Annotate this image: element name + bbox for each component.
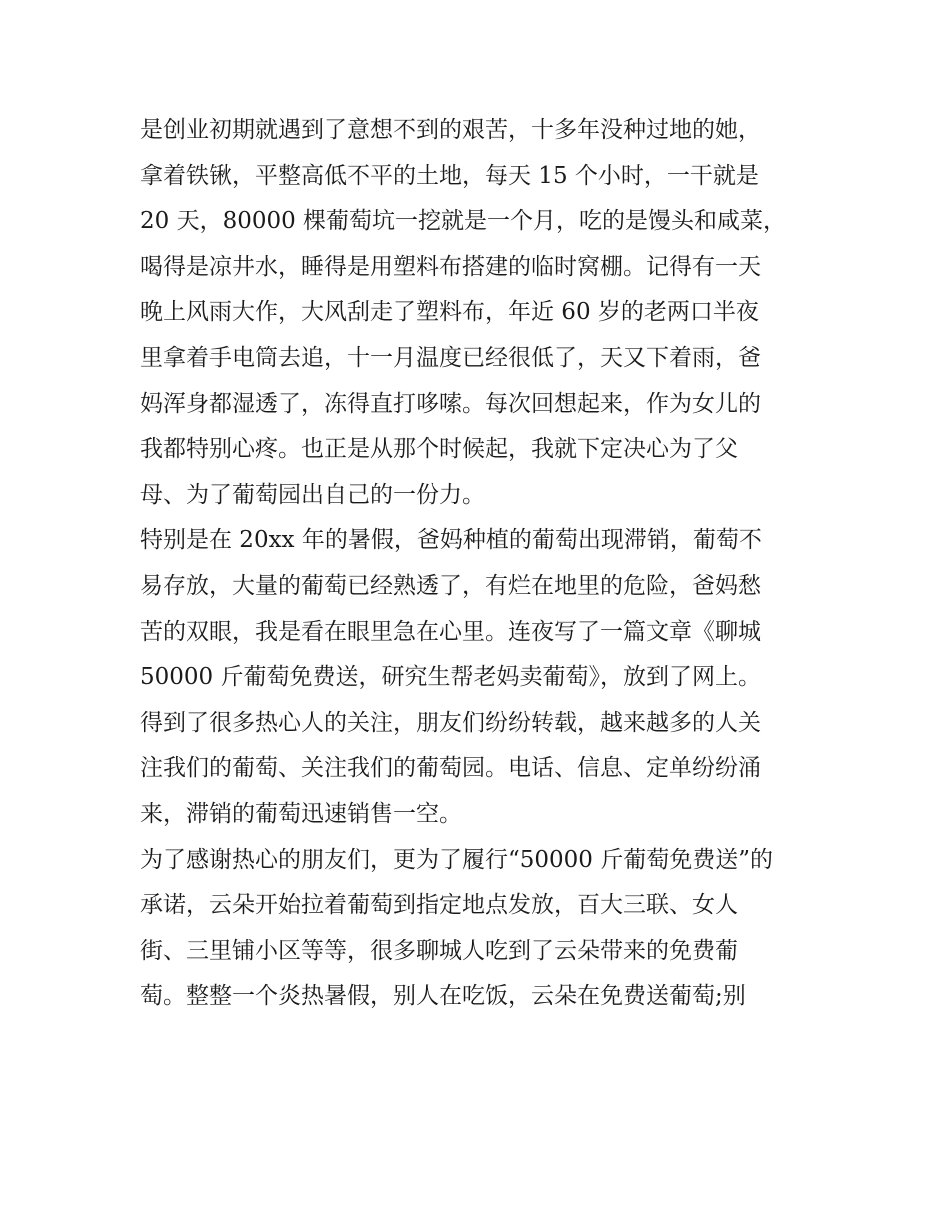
text-line: 20 天，80000 棵葡萄坑一挖就是一个月，吃的是馒头和咸菜， xyxy=(140,208,787,235)
text-line: 承诺，云朵开始拉着葡萄到指定地点发放，百大三联、女人 xyxy=(140,892,738,919)
text-line: 街、三里铺小区等等，很多聊城人吃到了云朵带来的免费葡 xyxy=(140,937,738,964)
text-line: 晚上风雨大作，大风刮走了塑料布，年近 60 岁的老两口半夜 xyxy=(140,299,759,326)
text-line: 苦的双眼，我是看在眼里急在心里。连夜写了一篇文章《聊城 xyxy=(140,618,761,645)
text-line: 萄。整整一个炎热暑假，别人在吃饭，云朵在免费送葡萄;别 xyxy=(140,983,746,1010)
text-line: 50000 斤葡萄免费送，研究生帮老妈卖葡萄》，放到了网上。 xyxy=(140,664,761,691)
text-line: 为了感谢热心的朋友们，更为了履行“50000 斤葡萄免费送”的 xyxy=(140,846,773,873)
text-line: 注我们的葡萄、关注我们的葡萄园。电话、信息、定单纷纷涌 xyxy=(140,755,761,782)
text-line: 拿着铁锹，平整高低不平的土地，每天 15 个小时，一干就是 xyxy=(140,162,759,189)
text-line: 来，滞销的葡萄迅速销售一空。 xyxy=(140,800,462,827)
text-line: 是创业初期就遇到了意想不到的艰苦，十多年没种过地的她， xyxy=(140,117,761,143)
text-line: 里拿着手电筒去追，十一月温度已经很低了，天又下着雨，爸 xyxy=(140,344,761,371)
body-text xyxy=(140,108,820,1020)
text-line: 母、为了葡萄园出自己的一份力。 xyxy=(140,481,485,508)
text-line: 喝得是凉井水，睡得是用塑料布搭建的临时窝棚。记得有一天 xyxy=(140,253,761,280)
text-line: 得到了很多热心人的关注，朋友们纷纷转载，越来越多的人关 xyxy=(140,709,761,736)
text-line: 特别是在 20xx 年的暑假，爸妈种植的葡萄出现滞销，葡萄不 xyxy=(140,527,762,554)
text-line: 妈浑身都湿透了，冻得直打哆嗦。每次回想起来，作为女儿的 xyxy=(140,390,761,417)
text-line: 易存放，大量的葡萄已经熟透了，有烂在地里的危险，爸妈愁 xyxy=(140,572,761,599)
text-line: 我都特别心疼。也正是从那个时候起，我就下定决心为了父 xyxy=(140,436,738,463)
